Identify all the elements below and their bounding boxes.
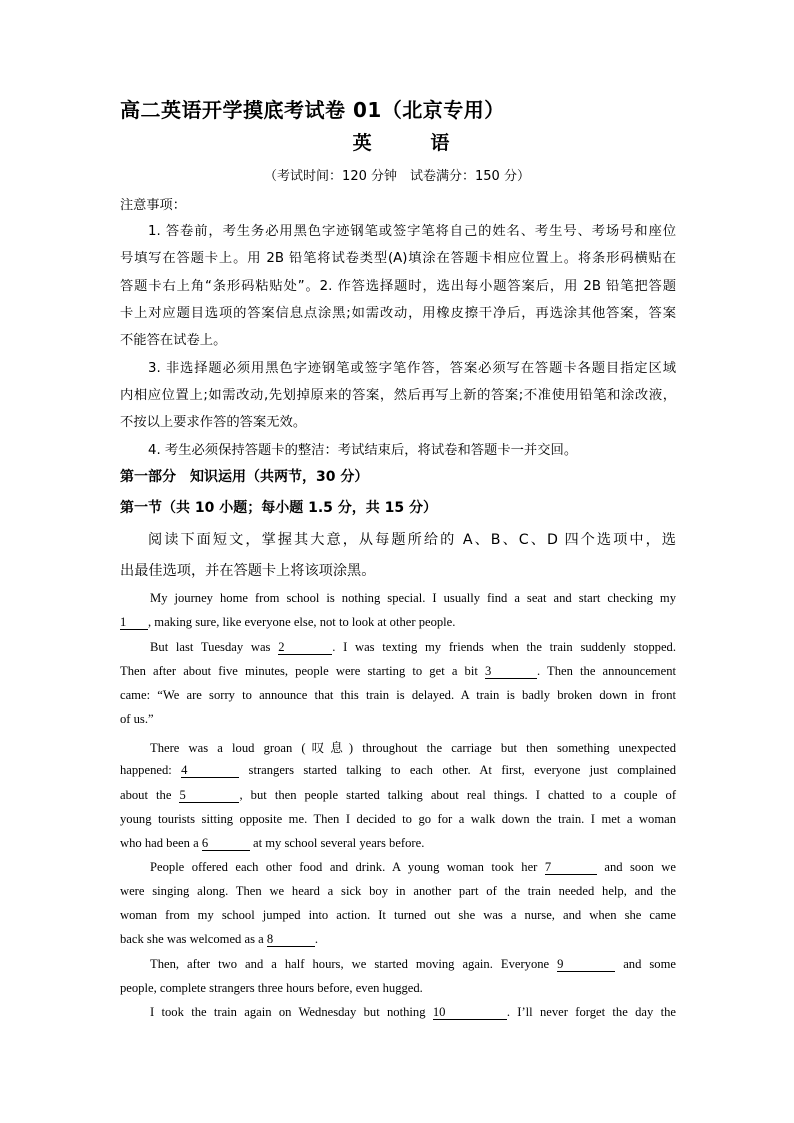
passage-line: young tourists sitting opposite me. Then I decided to go for a walk down the train. I met a woman	[120, 812, 676, 826]
passage-line: of us.”	[120, 712, 154, 726]
part-heading: 第一部分 知识运用（共两节，30 分）	[120, 469, 369, 485]
passage-line: People offered each other food and drink. A young woman took her 7 and soon we	[150, 860, 676, 874]
note-line: 内相应位置上;如需改动,先划掉原来的答案，然后再写上新的答案;不准使用铅笔和涂改液，	[120, 388, 676, 403]
passage-line: My journey home from school is nothing special. I usually find a seat and start checking my	[150, 591, 676, 605]
blank-4: 4	[181, 764, 239, 778]
blank-9: 9	[557, 958, 615, 972]
blank-10: 10	[433, 1006, 507, 1020]
subject-title	[0, 128, 794, 155]
passage-line: woman from my school jumped into action. It turned out she was a nurse, and when she came	[120, 908, 676, 922]
note-line: 答题卡右上角“条形码粘贴处”。2. 作答选择题时，选出每小题答案后，用 2B 铅笔把答题	[120, 279, 676, 294]
blank-5: 5	[179, 789, 239, 803]
passage-line: happened: 4 strangers started talking to each other. At first, everyone just complained	[120, 763, 676, 777]
passage-line: who had been a 6 at my school several years before.	[120, 836, 425, 850]
note-line: 1. 答卷前，考生务必用黑色字迹钢笔或签字笔将自己的姓名、考生号、考场号和座位	[148, 224, 676, 239]
note-line: 号填写在答题卡上。用 2B 铅笔将试卷类型(A)填涂在答题卡相应位置上。将条形码横贴在	[120, 251, 676, 266]
exam-title: 高二英语开学摸底考试卷 01（北京专用）	[120, 98, 505, 122]
passage-line: Then, after two and a half hours, we started moving again. Everyone 9 and some	[150, 957, 676, 971]
passage-line: 1 , making sure, like everyone else, not to look at other people.	[120, 615, 456, 629]
passage-line: There was a loud groan (叹息) throughout the carriage but then something unexpected	[150, 741, 676, 755]
blank-7: 7	[545, 861, 597, 875]
passage-line: I took the train again on Wednesday but nothing 10 . I’ll never forget the day the	[150, 1005, 676, 1019]
blank-1: 1	[120, 616, 148, 630]
notes-label: 注意事项：	[120, 198, 186, 213]
note-line: 4. 考生必须保持答题卡的整洁：考试结束后，将试卷和答题卡一并交回。	[148, 443, 578, 458]
blank-8: 8	[267, 933, 315, 947]
note-line: 卡上对应题目选项的答案信息点涂黑;如需改动，用橡皮擦干净后，再选涂其他答案，答案	[120, 306, 676, 321]
blank-3: 3	[485, 665, 537, 679]
note-line: 不能答在试卷上。	[120, 333, 227, 348]
passage-line: came: “We are sorry to announce that this train is delayed. A train is badly broken down in front	[120, 688, 676, 702]
note-line: 不按以上要求作答的答案无效。	[120, 415, 307, 430]
note-line: 3. 非选择题必须用黑色字迹钢笔或签字笔作答，答案必须写在答题卡各题目指定区域	[148, 361, 676, 376]
blank-6: 6	[202, 837, 250, 851]
passage-line: were singing along. Then we heard a sick boy in another part of the train needed help, and the	[120, 884, 676, 898]
section-heading: 第一节（共 10 小题；每小题 1.5 分，共 15 分）	[120, 500, 438, 516]
passage-line: back she was welcomed as a 8 .	[120, 932, 319, 946]
instruction-line: 阅读下面短文，掌握其大意，从每题所给的 A、B、C、D 四个选项中，选	[148, 532, 676, 548]
subject-char-2: 语	[430, 132, 450, 154]
passage-line: Then after about five minutes, people were starting to get a bit 3 . Then the announcement	[120, 664, 676, 678]
instruction-line: 出最佳选项，并在答题卡上将该项涂黑。	[120, 563, 376, 579]
blank-2: 2	[278, 641, 332, 655]
passage-line: people, complete strangers three hours before, even hugged.	[120, 981, 423, 995]
passage-line: But last Tuesday was 2 . I was texting my friends when the train suddenly stopped.	[150, 640, 676, 654]
exam-info: （考试时间：120 分钟 试卷满分：150 分）	[264, 169, 530, 184]
passage-line: about the 5 , but then people started talking about real things. I chatted to a couple of	[120, 788, 677, 802]
subject-char-1: 英	[352, 132, 372, 154]
